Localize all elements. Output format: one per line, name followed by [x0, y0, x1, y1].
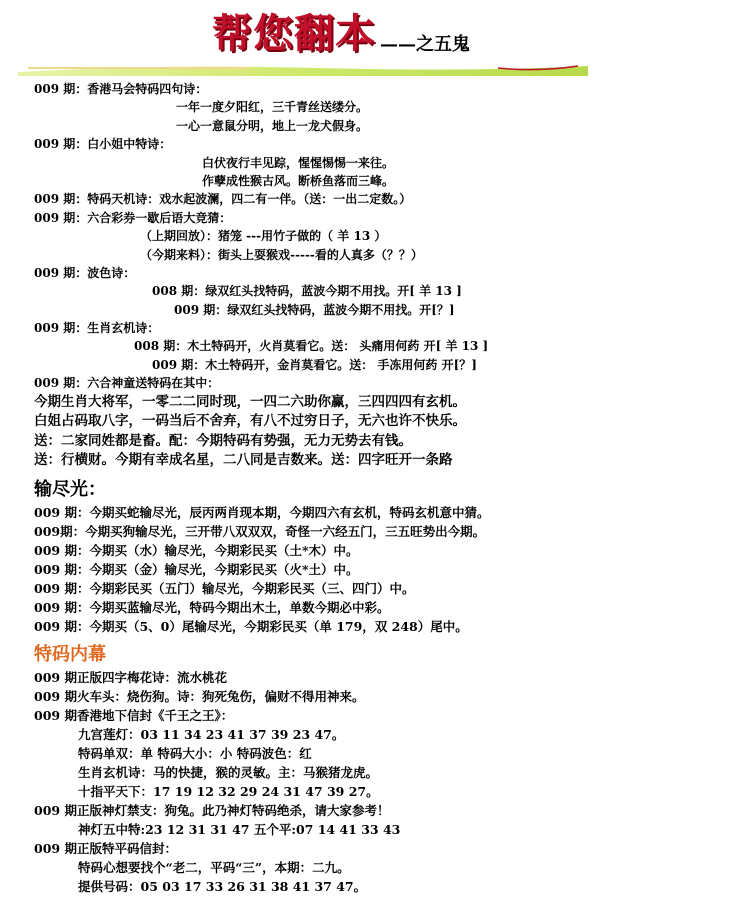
- text-line: 009 期：六合彩券一歇后语大竞猜：: [34, 210, 232, 225]
- inside-info-line: 神灯五中特:23 12 31 31 47 五个平:07 14 41 33 43: [78, 822, 401, 838]
- text-line: 009 期：白小姐中特诗：: [34, 137, 172, 152]
- text-line: 009 期：生肖玄机诗：: [34, 321, 160, 336]
- lose-all-line: 009 期：今期买（水）输尽光，今期彩民买（土*木）中。: [34, 543, 359, 559]
- inside-info-line: 009 期正版特平码信封：: [34, 841, 177, 857]
- lose-all-line: 009 期：今期彩民买（五门）输尽光，今期彩民买（三、四门）中。: [34, 581, 415, 597]
- inside-info-line: 十指平天下：17 19 12 32 29 24 31 47 39 27。: [78, 784, 379, 800]
- text-line: （今期来料）：街头上耍猴戏-----看的人真多（？？）: [140, 247, 423, 262]
- decorative-band: [18, 62, 588, 76]
- page-title: 帮您翻本: [212, 10, 376, 57]
- page-subtitle: ——之五鬼: [380, 34, 470, 55]
- inside-info-line: 生肖玄机诗：马的快捷，猴的灵敏。主：马猴猪龙虎。: [78, 765, 379, 781]
- text-line: （上期回放）：猪笼 ---用竹子做的（ 羊 13 ）: [140, 229, 387, 244]
- inside-info-line: 009 期正版四字梅花诗：流水桃花: [34, 670, 227, 686]
- text-line: 009 期：香港马会特码四句诗：: [34, 82, 208, 96]
- lose-all-line: 009 期：今期买蛇输尽光，辰丙两肖现本期，今期四六有玄机，特码玄机意中猜。: [34, 505, 490, 521]
- text-line: 008 期：绿双红头找特码，蓝波今期不用找。开[ 羊 13 ]: [152, 284, 462, 299]
- poem-line: 送：二家同姓都是畜。配：今期特码有势强，无力无势去有钱。: [34, 432, 412, 449]
- inside-info-line: 009 期正版神灯禁支：狗兔。此乃神灯特码绝杀，请大家参考！: [34, 803, 390, 819]
- section-heading-lose-all: 输尽光：: [34, 479, 106, 501]
- text-line: 009 期：绿双红头找特码，蓝波今期不用找。开[？]: [174, 302, 455, 317]
- poem-line: 白姐占码取八字，一码当后不舍弃，有八不过穷日子，无六也许不快乐。: [34, 413, 466, 430]
- inside-info-line: 009 期香港地下信封《千王之王》：: [34, 708, 234, 724]
- lose-all-line: 009 期：今期买蓝输尽光，特码今期出木土，单数今期必中彩。: [34, 600, 390, 616]
- content: [34, 80, 734, 896]
- section-inside-info-lines: [34, 668, 734, 896]
- section-heading-inside-info: 特码内幕: [34, 644, 106, 666]
- lose-all-line: 009 期：今期买（5、0）尾输尽光，今期彩民买（单 179，双 248）尾中。: [34, 619, 468, 635]
- text-line: 一年一度夕阳红，三千青丝送缕分。: [176, 100, 369, 115]
- page-header: [0, 0, 744, 82]
- lose-all-line: 009期：今期买狗输尽光，三开带八双双双，奇怪一六经五门，三五旺势出今期。: [34, 524, 486, 540]
- inside-info-line: 提供号码：05 03 17 33 26 31 38 41 37 47。: [78, 879, 367, 895]
- section-lose-all-lines: [34, 503, 734, 636]
- text-line: 一心一意鼠分明，地上一龙犬假身。: [176, 118, 369, 133]
- text-line: 008 期：木土特码开，火肖莫看它。送： 头痛用何药 开[ 羊 13 ]: [134, 339, 489, 354]
- intro-lines: [34, 80, 734, 393]
- poem-line: 今期生肖大将军，一零二二同时现，一四二六助你赢，三四四四有玄机。: [34, 393, 466, 410]
- poem-lines: [34, 393, 734, 471]
- inside-info-line: 九宫莲灯：03 11 34 23 41 37 39 23 47。: [78, 727, 345, 743]
- text-line: 作孽成性猴古风。断桥鱼落而三峰。: [202, 173, 395, 188]
- poem-line: 送：行横财。今期有幸成名星，二八同是吉数来。送：四字旺开一条路: [34, 452, 453, 469]
- text-line: 009 期：六合神童送特码在其中：: [34, 376, 220, 391]
- inside-info-line: 特码单双：单 特码大小：小 特码波色：红: [78, 746, 312, 762]
- inside-info-line: 特码心想要找个“老二，平码“三”，本期：二九。: [78, 860, 350, 876]
- lose-all-line: 009 期：今期买（金）输尽光，今期彩民买（火*土）中。: [34, 562, 359, 578]
- text-line: 009 期：波色诗：: [34, 265, 136, 280]
- text-line: 009 期：木土特码开，金肖莫看它。送： 手冻用何药 开[？]: [152, 357, 477, 372]
- inside-info-line: 009 期火车头：烧伤狗。诗：狗死兔伤，偏财不得用神来。: [34, 689, 365, 705]
- text-line: 009 期：特码天机诗：戏水起波澜，四二有一伴。（送：一出二定数。）: [34, 192, 412, 207]
- text-line: 白伏夜行丰见踪，惺惺惕惕一来往。: [202, 155, 395, 170]
